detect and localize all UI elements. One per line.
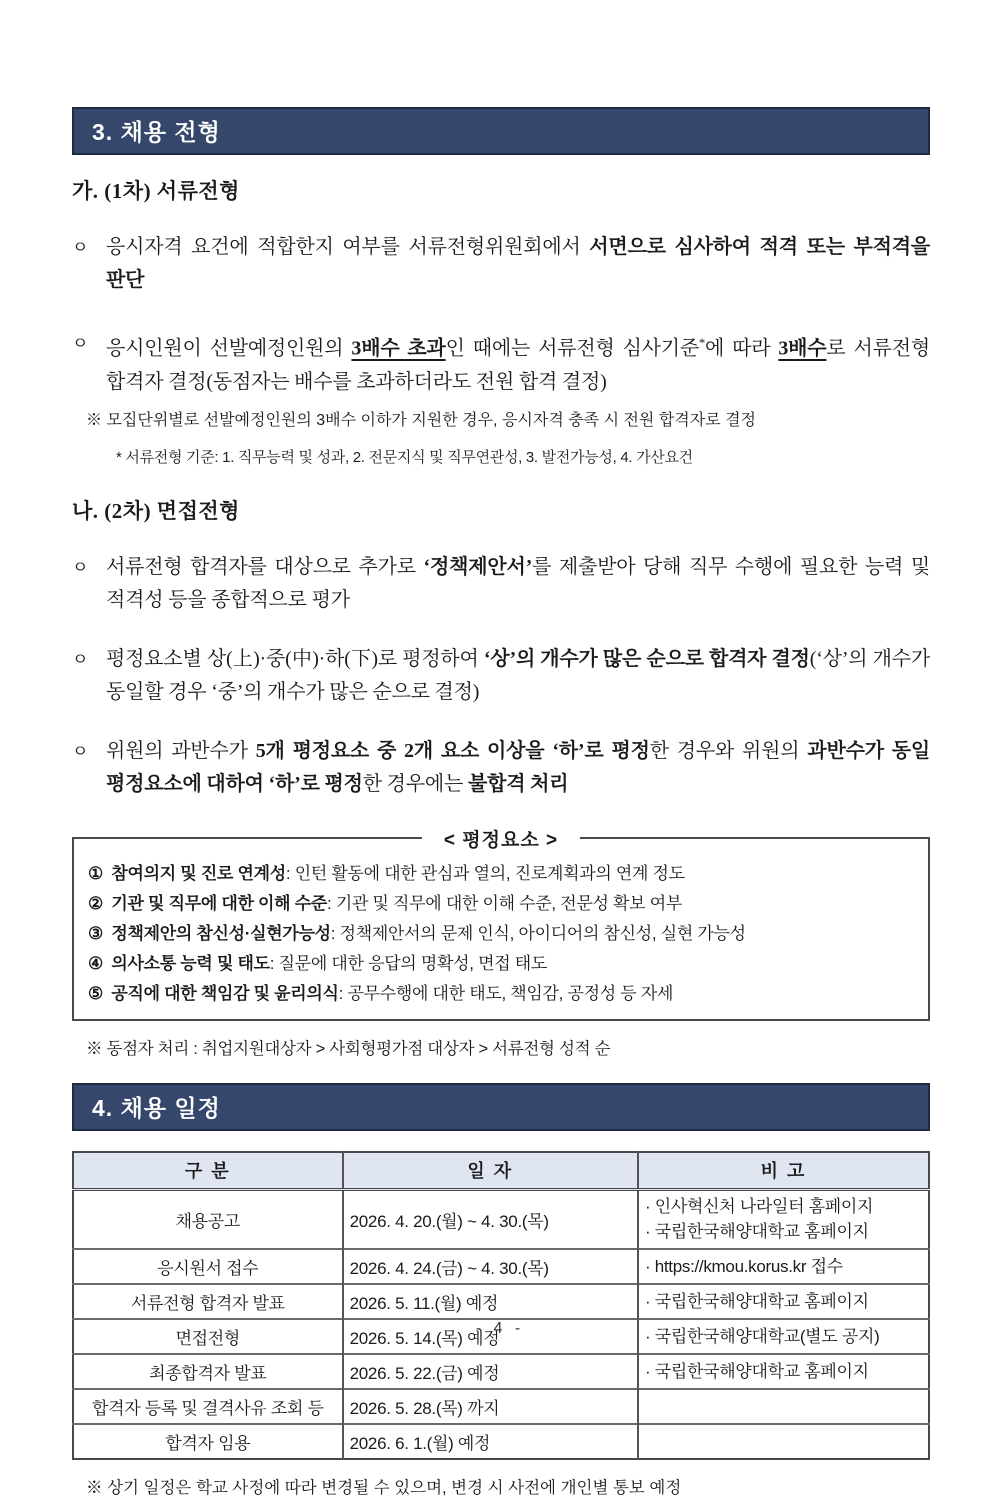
- cell-date: 2026. 4. 20.(월) ~ 4. 30.(목): [343, 1190, 638, 1250]
- bullet-interview-1: [72, 551, 930, 617]
- column-header-remark: 비 고: [638, 1152, 929, 1190]
- remark-line: · 국립한국해양대학교(별도 공지): [644, 1326, 880, 1346]
- criteria-item-4: [88, 949, 912, 979]
- schedule-table: [72, 1151, 930, 1460]
- table-row-announcement: [73, 1190, 929, 1250]
- bullet-marker: ㅇ: [72, 650, 89, 670]
- criteria-item-desc: : 질문에 대한 응답의 명확성, 면접 태도: [269, 954, 547, 974]
- cell-date: 2026. 5. 14.(목) 예정: [343, 1319, 638, 1354]
- cell-remark: [638, 1354, 929, 1389]
- criteria-item-2: [88, 889, 912, 919]
- criteria-item-1: [88, 859, 912, 889]
- bullet-text: 평정요소별 상(上)·중(中)·하(下)로 평정하여 ‘상’의 개수가 많은 순으로 합격자 결정(‘상’의 개수가 동일할 경우 ‘중’의 개수가 많은 순으로 결정): [106, 648, 930, 704]
- criteria-item-number: ⑤: [88, 984, 103, 1004]
- criteria-item-number: ①: [88, 864, 103, 884]
- subsection-interview-heading: 나. (2차) 면접전형: [72, 499, 240, 524]
- remark-line: · 인사혁신처 나라일터 홈페이지: [644, 1197, 874, 1217]
- criteria-item-label: 정책제안의 참신성·실현가능성: [111, 924, 331, 944]
- criteria-item-desc: : 인턴 활동에 대한 관심과 열의, 진로계획과의 연계 정도: [285, 864, 685, 884]
- table-row-registration: [73, 1389, 929, 1424]
- bullet-document-screening-2: [72, 327, 930, 399]
- page-number: - 4 -: [475, 1320, 525, 1337]
- criteria-item-label: 기관 및 직무에 대한 이해 수준: [111, 894, 327, 914]
- criteria-item-label: 참여의지 및 진로 연계성: [111, 864, 286, 884]
- bullet-interview-3: [72, 735, 930, 801]
- criteria-item-number: ④: [88, 954, 103, 974]
- criteria-box-title: < 평정요소 >: [422, 825, 580, 852]
- criteria-item-5: [88, 979, 912, 1009]
- section-schedule-title: 4. 채용 일정: [92, 1095, 221, 1122]
- column-header-date: 일 자: [343, 1152, 638, 1190]
- remark-line: · 국립한국해양대학교 홈페이지: [644, 1291, 869, 1311]
- cell-category: 서류전형 합격자 발표: [73, 1284, 343, 1319]
- document-screening-footnote: * 서류전형 기준: 1. 직무능력 및 성과, 2. 전문지식 및 직무연관성, 3. 발전가능성, 4. 가산요건: [116, 448, 693, 466]
- table-row-appointment: [73, 1424, 929, 1459]
- schedule-table-header-row: [73, 1152, 929, 1190]
- remark-line: · https://kmou.korus.kr 접수: [644, 1256, 843, 1276]
- section-recruitment-header-bar: [72, 107, 930, 155]
- bullet-marker: ㅇ: [72, 742, 89, 762]
- table-row-final-result: [73, 1354, 929, 1389]
- bullet-marker: ㅇ: [72, 558, 89, 578]
- cell-remark: [638, 1249, 929, 1284]
- cell-remark: [638, 1190, 929, 1250]
- criteria-item-label: 공직에 대한 책임감 및 윤리의식: [111, 984, 339, 1004]
- criteria-item-desc: : 공무수행에 대한 태도, 책임감, 공정성 등 자세: [338, 984, 674, 1004]
- tiebreak-note: ※ 동점자 처리 : 취업지원대상자 > 사회형평가점 대상자 > 서류전형 성적 순: [86, 1040, 611, 1059]
- bullet-marker: ㅇ: [72, 334, 89, 353]
- criteria-item-desc: : 기관 및 직무에 대한 이해 수준, 전문성 확보 여부: [326, 894, 682, 914]
- table-row-application: [73, 1249, 929, 1284]
- cell-date: 2026. 5. 28.(목) 까지: [343, 1389, 638, 1424]
- schedule-note: ※ 상기 일정은 학교 사정에 따라 변경될 수 있으며, 변경 시 사전에 개인별 통보 예정: [86, 1479, 682, 1498]
- bullet-text: 서류전형 합격자를 대상으로 추가로 ‘정책제안서’를 제출받아 당해 직무 수행에 필요한 능력 및 적격성 등을 종합적으로 평가: [106, 556, 930, 612]
- criteria-item-number: ③: [88, 924, 103, 944]
- cell-category: 채용공고: [175, 1212, 241, 1232]
- cell-category: 면접전형: [73, 1319, 343, 1354]
- criteria-item-desc: : 정책제안서의 문제 인식, 아이디어의 참신성, 실현 가능성: [330, 924, 746, 944]
- bullet-document-screening-1: [72, 231, 930, 297]
- cell-remark: [638, 1424, 929, 1459]
- bullet-interview-2: [72, 643, 930, 709]
- criteria-item-label: 의사소통 능력 및 태도: [111, 954, 270, 974]
- subsection-document-screening-heading: 가. (1차) 서류전형: [72, 179, 240, 203]
- remark-line: · 국립한국해양대학교 홈페이지: [644, 1221, 869, 1241]
- section-schedule-header-bar: [72, 1083, 930, 1131]
- cell-category: 합격자 등록 및 결격사유 조회 등: [73, 1389, 343, 1424]
- cell-category: 합격자 임용: [73, 1424, 343, 1459]
- criteria-item-number: ②: [88, 894, 103, 914]
- cell-date: 2026. 4. 24.(금) ~ 4. 30.(목): [343, 1249, 638, 1284]
- cell-remark: [638, 1284, 929, 1319]
- table-row-document-result: [73, 1284, 929, 1319]
- page-content: [72, 107, 930, 1498]
- cell-date: 2026. 5. 11.(월) 예정: [343, 1284, 638, 1319]
- cell-date: 2026. 5. 22.(금) 예정: [343, 1354, 638, 1389]
- bullet-marker: ㅇ: [72, 238, 89, 257]
- bullet-text: 응시자격 요건에 적합한지 여부를 서류전형위원회에서 서면으로 심사하여 적격 또는 부적격을 판단: [106, 236, 930, 291]
- criteria-box: [72, 830, 930, 1021]
- column-header-category: 구 분: [73, 1152, 343, 1190]
- bullet-text: 위원의 과반수가 5개 평정요소 중 2개 요소 이상을 ‘하’로 평정한 경우와 위원의 과반수가 동일 평정요소에 대하여 ‘하’로 평정한 경우에는 불합격 처리: [106, 740, 930, 796]
- cell-category: 응시원서 접수: [73, 1249, 343, 1284]
- bullet-text: 응시인원이 선발예정인원의 3배수 초과인 때에는 서류전형 심사기준*에 따라 3배수로 서류전형 합격자 결정(동점자는 배수를 초과하더라도 전원 합격 결정): [106, 336, 930, 393]
- section-recruitment-title: 3. 채용 전형: [92, 119, 221, 145]
- cell-category: 최종합격자 발표: [73, 1354, 343, 1389]
- remark-line: · 국립한국해양대학교 홈페이지: [644, 1361, 869, 1381]
- cell-date: 2026. 6. 1.(월) 예정: [343, 1424, 638, 1459]
- document-screening-note: ※ 모집단위별로 선발예정인원의 3배수 이하가 지원한 경우, 응시자격 충족 시 전원 합격자로 결정: [86, 411, 757, 429]
- cell-remark: [638, 1389, 929, 1424]
- criteria-item-3: [88, 919, 912, 949]
